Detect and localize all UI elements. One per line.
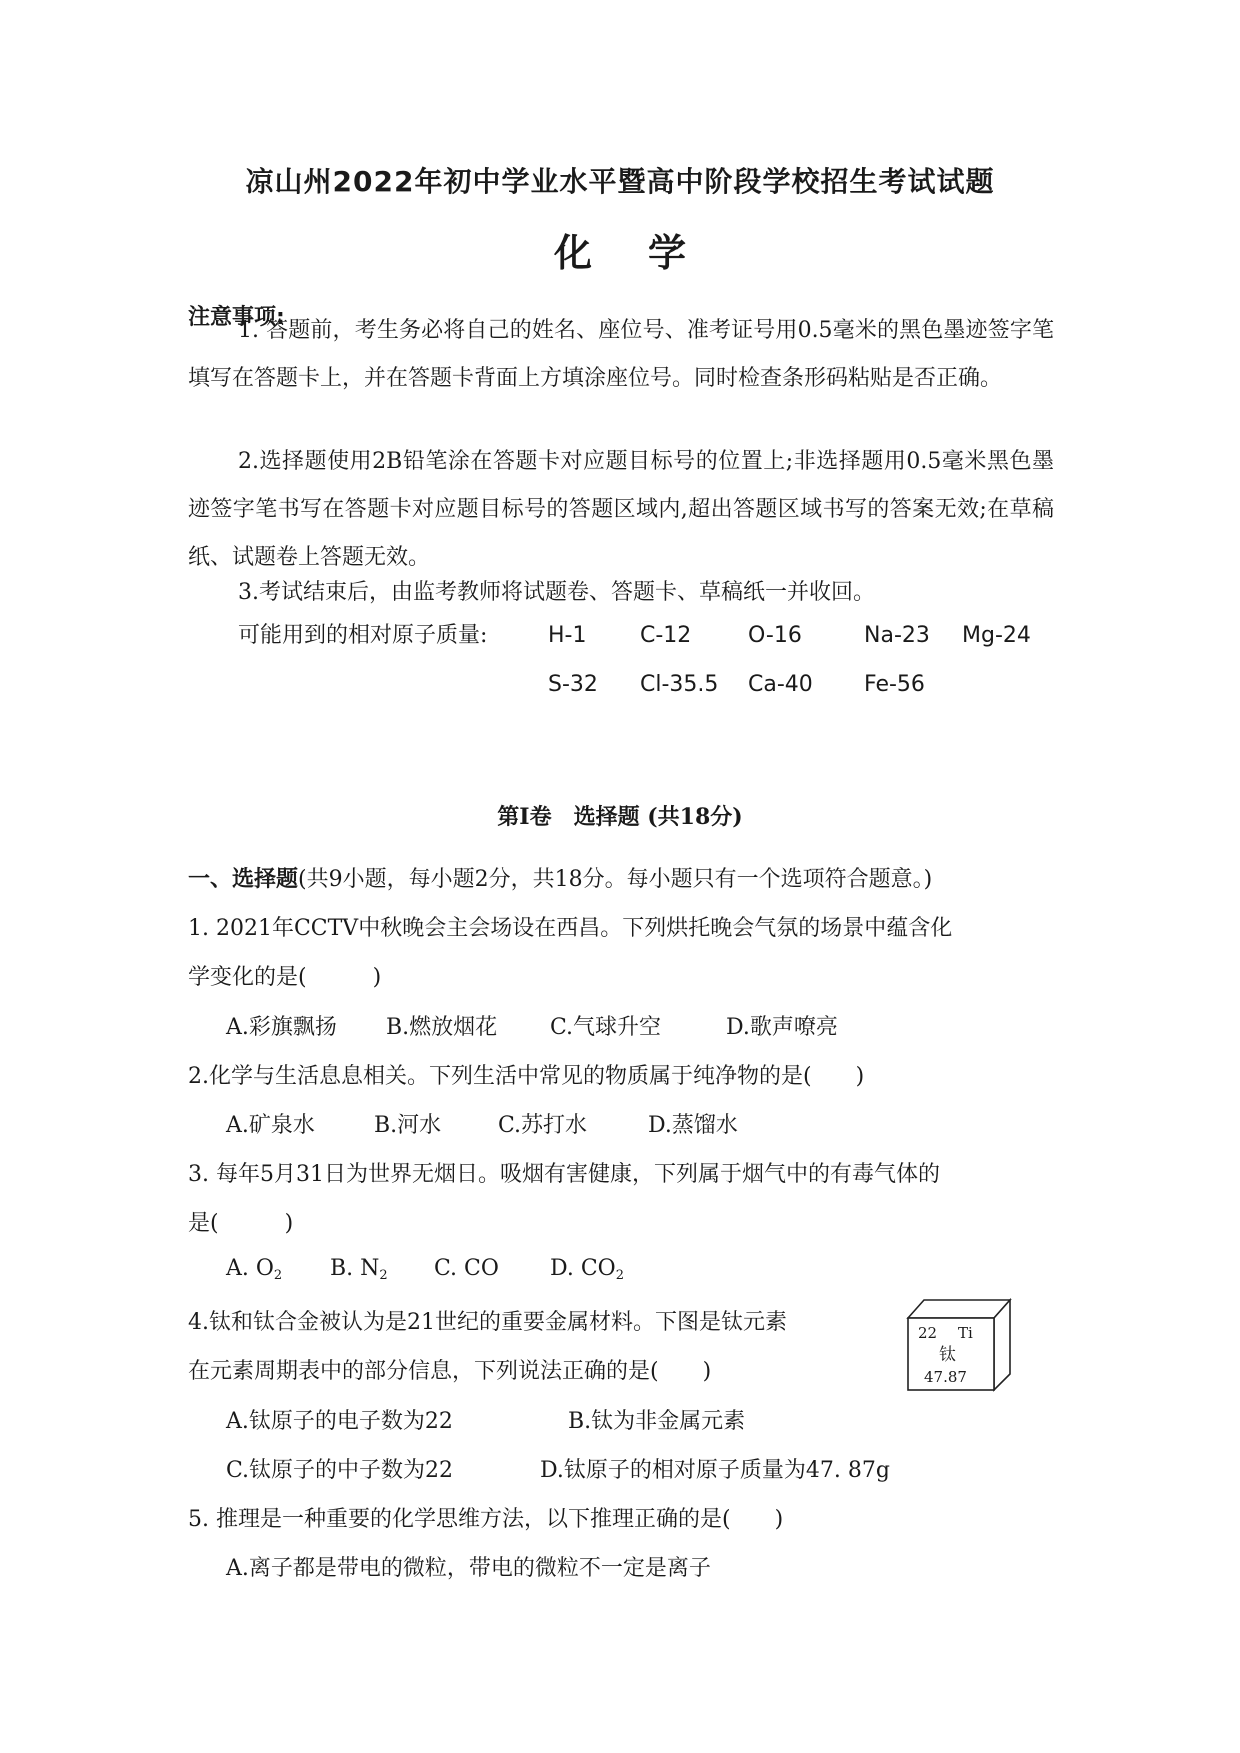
q4-option-a: A.钛原子的电子数为22 [226, 1409, 453, 1434]
mass-fe: Fe-56 [864, 672, 925, 697]
mass-h: H-1 [548, 623, 587, 648]
question-3-line-1: 3. 每年5月31日为世界无烟日。吸烟有害健康，下列属于烟气中的有毒气体的 [188, 1162, 940, 1187]
question-2-line-1: 2.化学与生活息息相关。下列生活中常见的物质属于纯净物的是( ) [188, 1064, 865, 1089]
question-3-line-2: 是( ) [188, 1211, 294, 1236]
mass-na: Na-23 [864, 623, 930, 648]
notice-item-2: 2.选择题使用2B铅笔涂在答题卡对应题目标号的位置上;非选择题用0.5毫米黑色墨迹签字笔书写在答题卡对应题目标号的答题区域内,超出答题区域书写的答案无效;在草稿纸、试题卷上答题无效。 [188, 449, 1054, 570]
mass-o: O-16 [748, 623, 802, 648]
element-name: 钛 [939, 1345, 956, 1365]
q3-option-b [330, 1256, 388, 1283]
mass-c: C-12 [640, 623, 692, 648]
q3-option-c: C. CO [434, 1256, 499, 1281]
notice-item-3: 3.考试结束后，由监考教师将试题卷、答题卡、草稿纸一并收回。 [238, 580, 875, 605]
subject-char-1: 化 [553, 231, 592, 275]
q2-option-a: A.矿泉水 [226, 1113, 315, 1138]
q4-option-c: C.钛原子的中子数为22 [226, 1458, 454, 1483]
atomic-mass-label: 可能用到的相对原子质量: [238, 623, 488, 648]
mass-ca: Ca-40 [748, 672, 813, 697]
q1-option-c: C.气球升空 [550, 1015, 662, 1040]
question-1-line-1: 1. 2021年CCTV中秋晚会主会场设在西昌。下列烘托晚会气氛的场景中蕴含化 [188, 916, 953, 941]
q4-option-d: D.钛原子的相对原子质量为47. 87g [540, 1458, 890, 1483]
q1-option-b: B.燃放烟花 [386, 1015, 498, 1040]
part-heading-bold: 一、选择题 [188, 867, 299, 892]
exam-title: 凉山州2022年初中学业水平暨高中阶段学校招生考试试题 [245, 165, 995, 198]
mass-cl: Cl-35.5 [640, 672, 719, 697]
q2-option-c: C.苏打水 [498, 1113, 588, 1138]
part-heading [188, 862, 932, 893]
q3-option-a [226, 1256, 282, 1283]
q2-option-d: D.蒸馏水 [648, 1113, 738, 1138]
q3-option-b-text: B. N [330, 1256, 380, 1281]
subject-char-2: 学 [648, 231, 687, 275]
element-cell-top-face [908, 1300, 1010, 1318]
notice-heading: 注意事项: [188, 305, 285, 330]
mass-mg: Mg-24 [962, 623, 1031, 648]
q5-option-a: A.离子都是带电的微粒，带电的微粒不一定是离子 [226, 1556, 711, 1581]
q3-option-b-subscript: 2 [379, 1268, 388, 1283]
element-atomic-number: 22 [918, 1324, 938, 1342]
q4-option-b: B.钛为非金属元素 [568, 1409, 746, 1434]
mass-s: S-32 [548, 672, 598, 697]
question-4-line-1: 4.钛和钛合金被认为是21世纪的重要金属材料。下图是钛元素 [188, 1310, 787, 1335]
element-symbol: Ti [958, 1324, 973, 1342]
q3-option-a-text: A. O [226, 1256, 274, 1281]
q3-option-a-subscript: 2 [273, 1268, 283, 1283]
q1-option-a: A.彩旗飘扬 [226, 1015, 337, 1040]
q2-option-b: B.河水 [374, 1113, 442, 1138]
q1-option-d: D.歌声嘹亮 [726, 1015, 838, 1040]
question-5-line-1: 5. 推理是一种重要的化学思维方法，以下推理正确的是( ) [188, 1507, 784, 1532]
question-4-line-2: 在元素周期表中的部分信息，下列说法正确的是( ) [188, 1359, 712, 1384]
subject-title [0, 222, 1240, 277]
question-1-line-2: 学变化的是( ) [188, 965, 382, 990]
q3-option-d-text: D. CO [550, 1256, 616, 1281]
titanium-element-cell [906, 1296, 1012, 1392]
section-title: 第Ⅰ卷 选择题 (共18分) [497, 804, 743, 830]
part-heading-rest: (共9小题，每小题2分，共18分。每小题只有一个选项符合题意。) [298, 867, 933, 892]
element-atomic-mass: 47.87 [924, 1368, 967, 1386]
q3-option-d [550, 1256, 624, 1283]
notice-item-1: 1. 答题前，考生务必将自己的姓名、座位号、准考证号用0.5毫米的黑色墨迹签字笔填写在答题卡上，并在答题卡背面上方填涂座位号。同时检查条形码粘贴是否正确。 [188, 318, 1054, 391]
q3-option-d-subscript: 2 [615, 1268, 624, 1283]
